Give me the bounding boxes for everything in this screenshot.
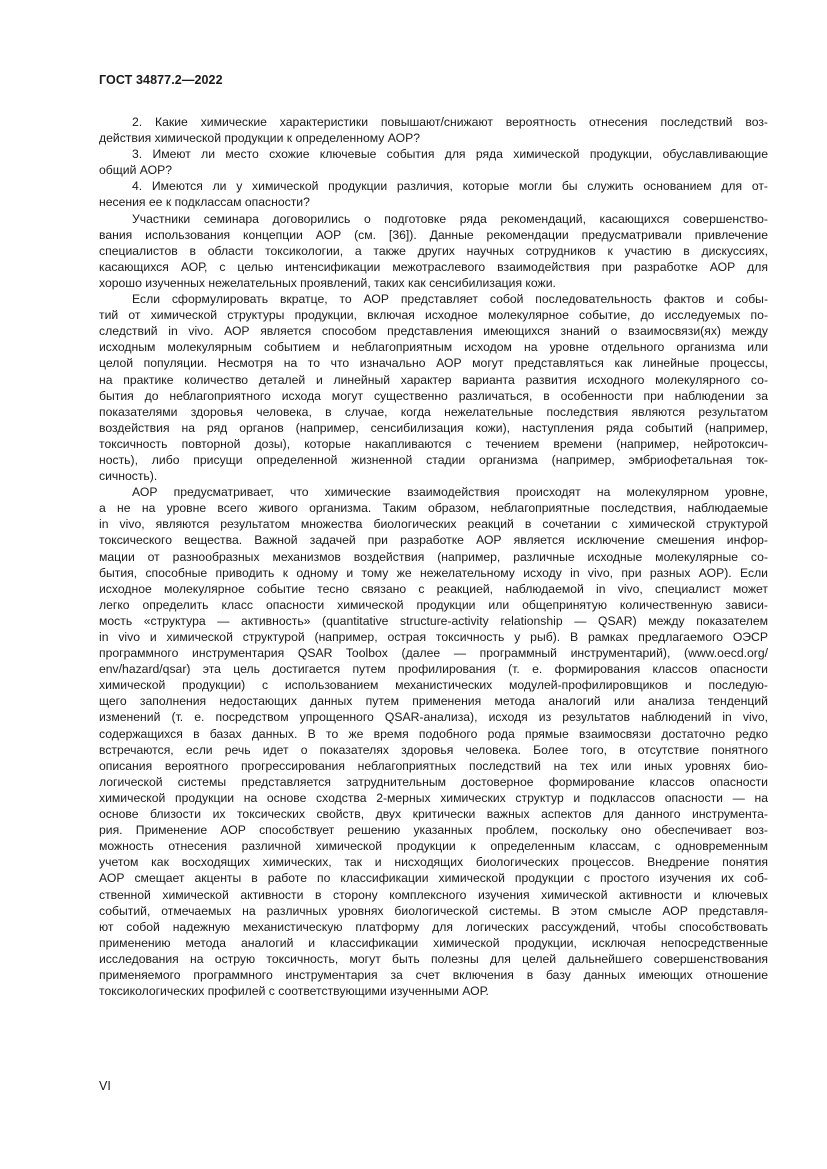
text-line: химической продукции на основе сходства 2-мерных химических структур и подклассов опасности — на (99, 790, 768, 805)
text-line: бытия, способные приводить к одному и тому же нежелательному исходу in vivo, при разных АОР). Если (99, 565, 768, 580)
text-line: Если сформулировать вкратце, то АОР представляет собой последовательность фактов и собы- (132, 292, 768, 307)
text-line: ность), либо присущи определенной жизненной стадии организма (например, эмбриофетальная ток- (99, 452, 768, 467)
text-line: учетом как восходящих химических, так и нисходящих биологических процессов. Внедрение понятия (99, 855, 768, 870)
text-line: основе близости их токсических свойств, двух критически важных аспектов для данного инструмента- (99, 807, 768, 822)
text-line: токсикологических профилей с соответствующими изученными АОР. (99, 984, 489, 999)
text-line: событий, отмечаемых на различных уровнях биологической системы. В этом смысле АОР представля- (99, 903, 768, 918)
text-line: in vivo и химической структурой (например, острая токсичность у рыб). В рамках предлагаемого ОЭСР (99, 630, 768, 644)
text-line: Участники семинара договорились о подготовке ряда рекомендаций, касающихся совершенство- (132, 211, 768, 226)
text-line: сичность). (99, 469, 158, 484)
text-line: 4. Имеются ли у химической продукции различия, которые могли бы служить основанием для от- (132, 179, 768, 194)
text-line: химической продукции) с использованием механистических модулей-профилировщиков и последую- (99, 678, 768, 693)
text-line: на практике количество деталей и линейный характер варианта развития исходного молекулярного со- (99, 372, 768, 387)
text-line: in vivo, являются результатом множества биологических реакций в сочетании с химической структурой (99, 517, 768, 532)
text-line: мость «структура — активность» (quantitative structure-activity relationship — QSAR) между показателем (99, 613, 768, 628)
text-line: целой популяции. Несмотря на то что изначально АОР могут представляться как линейные процессы, (99, 356, 768, 371)
text-line: исходное молекулярное событие тесно связано с реакцией, наблюдаемой in vivo, специалист может (99, 581, 768, 596)
text-line: касающихся АОР, с целью интенсификации межотраслевого взаимодействия при разработке АОР для (99, 259, 768, 274)
text-line: хорошо изученных нежелательных проявлений, таких как сенсибилизация кожи. (99, 275, 556, 290)
text-line: можность отнесения различной химической продукции к определенным классам, с одновременным (99, 839, 768, 854)
text-line: 2. Какие химические характеристики повышают/снижают вероятность отнесения последствий воз- (132, 115, 768, 129)
text-line: легко определить класс опасности химической продукции или общепринятую количественную зависи- (99, 597, 768, 612)
text-line: вания использования концепции АОР (см. [36]). Данные рекомендации предусматривали привлечение (99, 227, 768, 242)
text-line: описания вероятного прогрессирования неблагоприятных последствий на тех или иных уровнях био- (99, 758, 768, 773)
text-line: мации от разнообразных механизмов воздействия (например, различные исходные молекулярные со- (99, 549, 768, 564)
page-number: VI (99, 1079, 111, 1093)
text-line: тий от химической структуры продукции, включая исходное молекулярное событие, до исследуемых по- (99, 308, 768, 323)
text-line: встречаются, если речь идет о показателях здоровья человека. Более того, в отсутствие понятного (99, 742, 768, 757)
text-line: токсического вещества. Важной задачей при разработке АОР является исключение смешения инфор- (99, 533, 768, 548)
text-line: АОР предусматривает, что химические взаимодействия происходят на молекулярном уровне, (132, 485, 768, 500)
text-line: а не на уровне всего живого организма. Таким образом, неблагоприятные последствия, наблюдаемые (99, 501, 768, 516)
text-line: следствий in vivo. АОР является способом представления имеющихся знаний о взаимосвязи(ях) между (99, 324, 768, 339)
document-body (99, 114, 768, 999)
text-line: специалистов в области токсикологии, а также других научных сотрудников к участию в дискуссиях, (99, 243, 768, 258)
text-line: токсичность повторной дозы), которые накапливаются с течением времени (например, нейротоксич- (99, 436, 768, 451)
text-line: ственной химической активности в сторону комплексного изучения химической активности и ключевых (99, 887, 768, 902)
text-line: программного инструментария QSAR Toolbox (далее — программный инструментарий), (www.oecd.org/ (99, 646, 768, 661)
text-line: исследования на острую токсичность, могут быть полезны для целей дальнейшего совершенствования (99, 951, 768, 966)
text-line: логической системы представляется затруднительным достоверное формирование классов опасности (99, 774, 768, 789)
text-line: несения ее к подклассам опасности? (99, 195, 310, 210)
text-line: ют собой надежную механистическую платформу для логических рассуждений, чтобы способствовать (99, 919, 768, 934)
text-line: содержащихся в базах данных. В то же время подобного рода прямые взаимосвязи достаточно редко (99, 726, 768, 741)
text-line: показателями здоровья человека, в случае, когда нежелательные последствия являются результатом (99, 404, 768, 419)
text-line: применяемого программного инструментария за счет включения в базу данных имеющих отношение (99, 967, 768, 982)
text-line: применению метода аналогий и классификации химической продукции, исключая непосредственные (99, 935, 768, 950)
document-header-standard: ГОСТ 34877.2—2022 (99, 73, 223, 87)
text-line: воздействия на ряд органов (например, сенсибилизация кожи), наступления ряда событий (например, (99, 420, 768, 435)
text-line: бытия до неблагоприятного исхода могут существенно различаться, в особенности при наблюдении за (99, 388, 768, 403)
text-line: рия. Применение АОР способствует решению указанных проблем, поскольку оно обеспечивает воз- (99, 823, 768, 838)
text-line: щего заполнения недостающих данных путем применения метода аналогий или анализа тенденций (99, 694, 768, 709)
text-line: 3. Имеют ли место схожие ключевые события для ряда химической продукции, обуславливающие (132, 147, 768, 162)
text-line: изменений (т. е. посредством упрощенного QSAR-анализа), исходя из результатов наблюдений in vivo, (99, 710, 768, 725)
text-line: env/hazard/qsar) эта цель достигается путем профилирования (т. е. формирования классов опасности (99, 662, 768, 677)
text-line: общий АОР? (99, 163, 173, 178)
text-line: исходным молекулярным событием и неблагоприятным исходом на уровне отдельного организма или (99, 340, 768, 355)
text-line: АОР смещает акценты в работе по классификации химической продукции с простого изучения их соб- (99, 871, 768, 886)
text-line: действия химической продукции к определенному АОР? (99, 131, 421, 146)
